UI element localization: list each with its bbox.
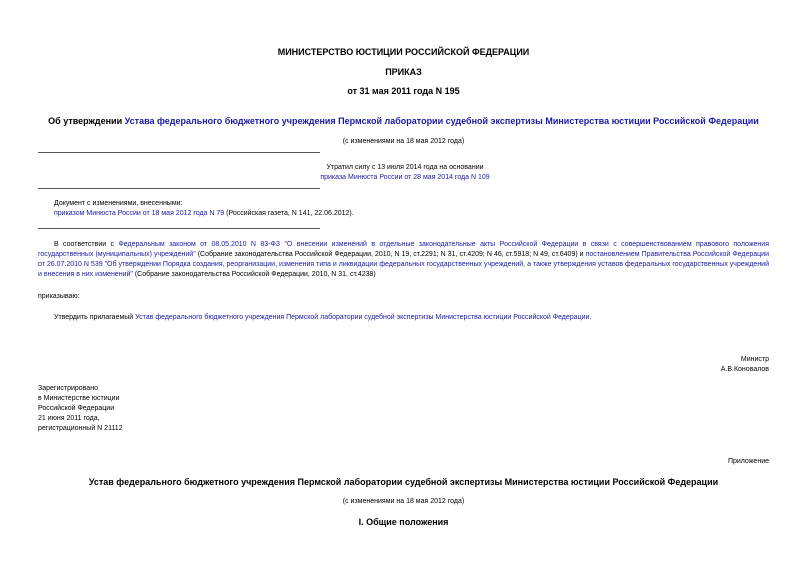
appendix-title: Устав федерального бюджетного учреждения Пермской лаборатории судебной экспертизы Министерства юстиции Российской Федерации <box>88 477 719 487</box>
registration-line: Российской Федерации <box>38 405 115 412</box>
amendments-block <box>54 199 554 219</box>
divider-line <box>38 152 320 153</box>
federal-law-link[interactable]: Федеральным законом от 08.05.2010 N 83-ФЗ "О внесении изменений в отдельные законодательные акты Российской Федерации в связи с совершенствованием правового положения государственных (муниципальных) учреждений" <box>38 241 769 258</box>
signatory-position: Министр <box>740 356 769 363</box>
amendment-source: (Российская газета, N 141, 22.06.2012). <box>224 210 354 217</box>
government-resolution-link[interactable]: постановлением Правительства Российской Федерации от 26.07.2010 N 539 "Об утверждении Порядка создания, реорганизации, изменения типа и ликвидации федеральных государственных учреждений, а также утверждения уставов федеральных государственных учреждений и внесения в них изменений" <box>38 251 769 278</box>
registration-line: 21 июня 2011 года, <box>38 415 100 422</box>
preamble-text: (Собрание законодательства Российской Федерации, 2010, N 31, ст.4238) <box>132 271 376 278</box>
title-prefix: Об утверждении <box>48 116 125 126</box>
approve-charter-link[interactable]: Устав федерального бюджетного учреждения Пермской лаборатории судебной экспертизы Министерства юстиции Российской Федерации <box>135 314 590 321</box>
amendments-label: Документ с изменениями, внесенными: <box>54 200 183 207</box>
divider-line <box>38 188 320 189</box>
approve-prefix: Утвердить прилагаемый <box>54 314 136 321</box>
divider-line <box>38 228 320 229</box>
appendix-label: Приложение <box>727 458 769 465</box>
approve-suffix: . <box>589 314 592 321</box>
approve-paragraph <box>54 313 769 323</box>
document-type: ПРИКАЗ <box>385 67 422 77</box>
revision-note: (с изменениями на 18 мая 2012 года) <box>342 138 465 145</box>
document-title <box>0 116 807 126</box>
expired-order-link[interactable]: приказа Минюста России от 28 мая 2014 года N 109 <box>320 174 490 181</box>
amendment-order-link[interactable]: приказом Минюста России от 18 мая 2012 года N 79 <box>54 210 225 217</box>
appendix-revision-note: (с изменениями на 18 мая 2012 года) <box>342 498 465 505</box>
registration-block <box>38 384 123 434</box>
section-heading: I. Общие положения <box>358 517 449 527</box>
document-date-number: от 31 мая 2011 года N 195 <box>347 86 460 96</box>
registration-line: Зарегистрировано <box>38 385 98 392</box>
title-charter-link[interactable]: Устава федерального бюджетного учреждения Пермской лаборатории судебной экспертизы Министерства юстиции Российской Федерации <box>124 116 759 126</box>
registration-line: регистрационный N 21112 <box>38 425 123 432</box>
preamble-paragraph <box>38 240 769 280</box>
registration-line: в Министерстве юстиции <box>38 395 120 402</box>
order-word: приказываю: <box>38 293 80 300</box>
preamble-text: (Собрание законодательства Российской Федерации, 2010, N 19, ст.2291; N 31, ст.4209; N 46, ст.5918; N 49, ст.6409) и <box>195 251 586 258</box>
signature-block <box>721 355 769 375</box>
preamble-text: В соответствии с <box>54 241 119 248</box>
amendments-line <box>54 209 554 219</box>
expired-notice <box>320 163 490 183</box>
ministry-heading: МИНИСТЕРСТВО ЮСТИЦИИ РОССИЙСКОЙ ФЕДЕРАЦИИ <box>277 47 530 57</box>
signatory-name: А.В.Коновалов <box>720 366 769 373</box>
expired-text: Утратил силу с 13 июля 2014 года на основании <box>326 164 484 171</box>
